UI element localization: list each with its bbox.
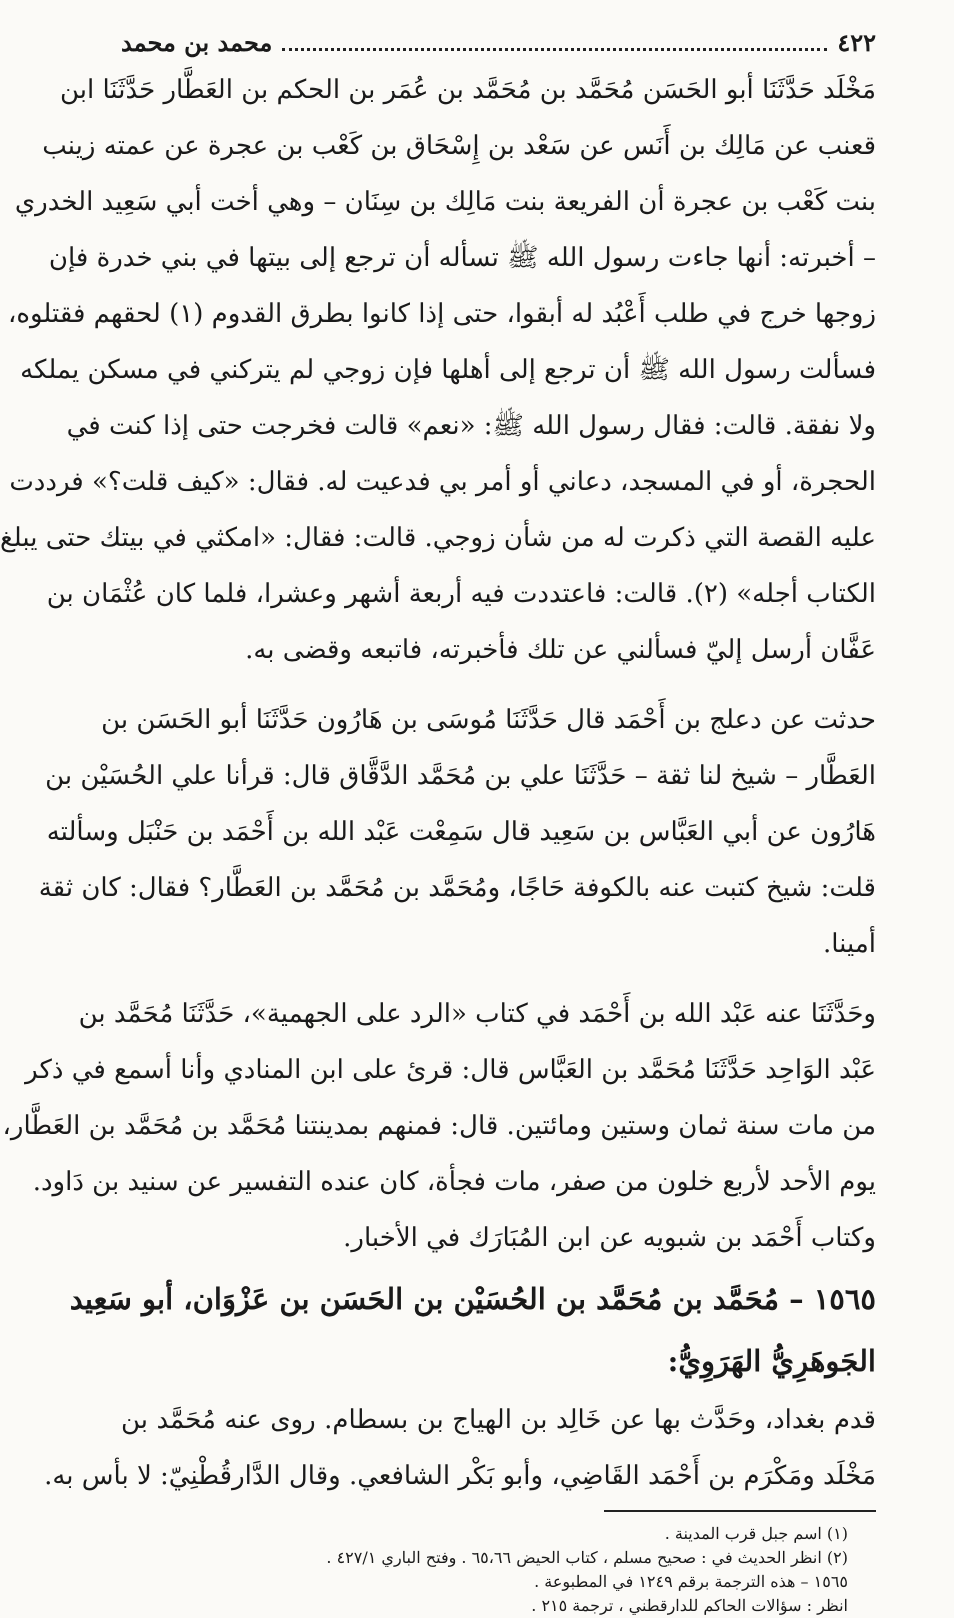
text-line: مَخْلَد حَدَّثَنَا أبو الحَسَن مُحَمَّد بن مُحَمَّد بن عُمَر بن الحكم بن العَطَّار حَدَّثَنَا ابن [59, 75, 876, 105]
paragraph-jahmiyya [2, 986, 876, 1266]
running-title: محمد بن محمد [121, 28, 273, 57]
footnote: (١) اسم جبل قرب المدينة . [664, 1524, 848, 1543]
text-line: قدم بغداد، وحَدَّث بها عن خَالِد بن الهياج بن بسطام. روى عنه مُحَمَّد بن [121, 1405, 876, 1435]
entry-heading-line: ١٥٦٥ – مُحَمَّد بن مُحَمَّد بن الحُسَيْن بن الحَسَن بن عَزْوَان، أبو سَعِيد [69, 1282, 876, 1316]
text-line: – أخبرته: أنها جاءت رسول الله ﷺ تسأله أن ترجع إلى بيتها في بني خدرة فإن [48, 243, 876, 273]
text-line: قعنب عن مَالِك بن أَنَس عن سَعْد بن إِسْحَاق بن كَعْب بن عجرة عن عمته زينب [42, 131, 876, 161]
paragraph-dalaj [38, 692, 876, 972]
text-line: عليه القصة التي ذكرت له من شأن زوجي. قالت: فقال: «امكثي في بيتك حتى يبلغ [0, 523, 876, 553]
text-line: أمينا. [822, 929, 876, 959]
text-line: الكتاب أجله» (٢). قالت: فاعتددت فيه أربعة أشهر وعشرا، فلما كان عُثْمَان بن [46, 579, 876, 609]
text-line: زوجها خرج في طلب أَعْبُد له أبقوا، حتى إذا كانوا بطرق القدوم (١) لحقهم فقتلوه، [7, 299, 876, 329]
footnote: انظر : سؤالات الحاكم للدارقطني ، ترجمة ٢١٥ . [531, 1596, 848, 1615]
text-line: فسألت رسول الله ﷺ أن ترجع إلى أهلها فإن زوجي لم يتركني في مسكن يملكه [20, 355, 876, 385]
text-line: يوم الأحد لأربع خلون من صفر، مات فجأة، كان عنده التفسير عن سنيد بن دَاود. [32, 1167, 876, 1197]
text-line: حدثت عن دعلج بن أَحْمَد قال حَدَّثَنَا مُوسَى بن هَارُون حَدَّثَنَا أبو الحَسَن بن [101, 705, 876, 735]
page-header [121, 26, 876, 60]
header-dotted-leader [282, 48, 827, 51]
text-line: ولا نفقة. قالت: فقال رسول الله ﷺ: «نعم» قالت فخرجت حتى إذا كنت في [66, 411, 876, 441]
text-line: وكتاب أَحْمَد بن شبويه عن ابن المُبَارَك في الأخبار. [343, 1223, 876, 1253]
text-line: عَفَّان أرسل إليّ فسألني عن تلك فأخبرته، فاتبعه وقضى به. [245, 635, 876, 665]
footnote: ١٥٦٥ – هذه الترجمة برقم ١٢٤٩ في المطبوعة . [534, 1572, 848, 1591]
page-number: ٤٢٢ [837, 28, 876, 57]
text-line: قلت: شيخ كتبت عنه بالكوفة حَاجًا، ومُحَمَّد بن مُحَمَّد بن العَطَّار؟ فقال: كان ثقة [38, 873, 876, 903]
entry-heading-line: الجَوهَرِيُّ الهَرَوِيُّ: [667, 1344, 876, 1378]
text-line: من مات سنة ثمان وستين ومائتين. قال: فمنهم بمدينتنا مُحَمَّد بن مُحَمَّد بن العَطَّار، [2, 1111, 876, 1141]
text-line: العَطَّار – شيخ لنا ثقة – حَدَّثَنَا علي بن مُحَمَّد الدَّقَّاق قال: قرأنا علي الحُسَيْن بن [45, 761, 876, 791]
text-line: وحَدَّثَنَا عنه عَبْد الله بن أَحْمَد في كتاب «الرد على الجهمية»، حَدَّثَنَا مُحَمَّد بن [78, 999, 876, 1029]
entry-heading [69, 1268, 876, 1392]
text-line: عَبْد الوَاحِد حَدَّثَنَا مُحَمَّد بن العَبَّاس قال: قرئ على ابن المنادي وأنا أسمع في ذكر [25, 1055, 876, 1085]
footnote-divider [604, 1510, 876, 1512]
text-line: هَارُون عن أبي العَبَّاس بن سَعِيد قال سَمِعْت عَبْد الله بن أَحْمَد بن حَنْبَل وسألته [46, 817, 876, 847]
text-line: الحجرة، أو في المسجد، دعاني أو أمر بي فدعيت له. فقال: «كيف قلت؟» فرددت [9, 467, 876, 497]
entry-body [44, 1392, 876, 1504]
text-line: مَخْلَد ومَكْرَم بن أَحْمَد القَاضِي، وأبو بَكْر الشافعي. وقال الدَّارقُطْنِيّ: لا بأس به. [44, 1461, 876, 1491]
paragraph-hadith [0, 62, 876, 678]
footnote: (٢) انظر الحديث في : صحيح مسلم ، كتاب الحيض ٦٥،٦٦ . وفتح الباري ٤٢٧/١ . [326, 1548, 848, 1567]
footnotes [121, 1522, 876, 1618]
text-line: بنت كَعْب بن عجرة أن الفريعة بنت مَالِك بن سِنَان – وهي أخت أبي سَعِيد الخدري [14, 187, 876, 217]
